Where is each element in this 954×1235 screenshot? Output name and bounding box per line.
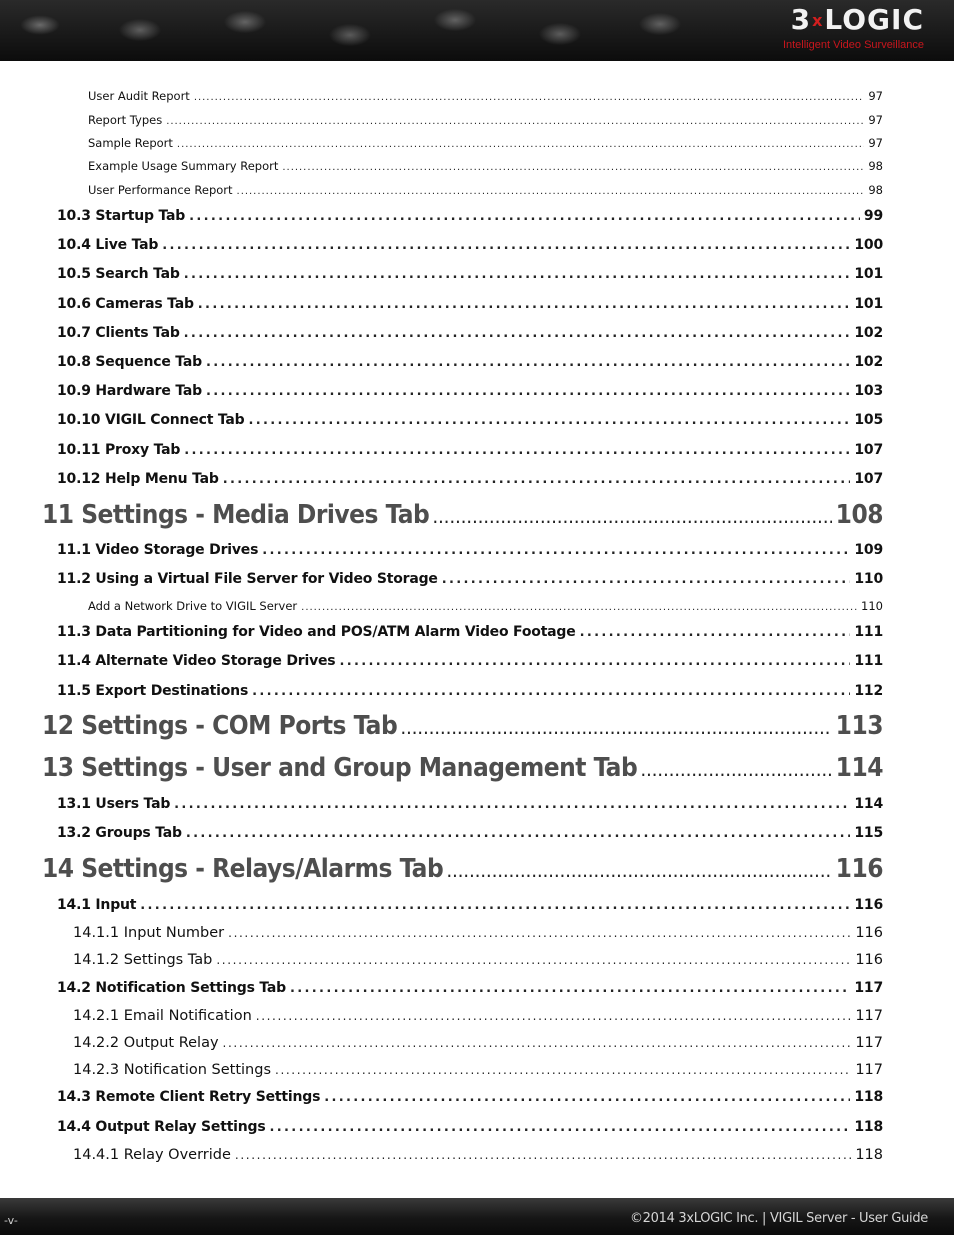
toc-entry-title: User Performance Report xyxy=(88,183,233,197)
toc-entry-page: 101 xyxy=(854,296,883,312)
toc-dot-leader xyxy=(339,654,850,669)
toc-entry-title: 14.1 Input xyxy=(57,897,137,913)
toc-entry-page: 111 xyxy=(854,653,883,669)
toc-dot-leader xyxy=(166,116,864,127)
toc-entry[interactable] xyxy=(57,571,883,587)
toc-entry[interactable] xyxy=(42,854,883,884)
toc-entry-title: 14.2.3 Notification Settings xyxy=(73,1062,272,1078)
toc-dot-leader xyxy=(206,355,850,370)
toc-dot-leader xyxy=(140,898,850,913)
toc-entry-title: 14.4 Output Relay Settings xyxy=(57,1119,266,1135)
toc-entry[interactable] xyxy=(73,1008,883,1024)
logo-wordmark: 3xLOGIC xyxy=(790,3,924,36)
toc-dot-leader xyxy=(223,1036,852,1050)
toc-entry-page: 99 xyxy=(863,208,883,224)
toc-entry-page: 110 xyxy=(854,571,883,587)
toc-entry-title: 10.12 Help Menu Tab xyxy=(57,471,219,487)
toc-dot-leader xyxy=(235,1148,851,1162)
toc-dot-leader xyxy=(252,684,850,699)
toc-entry[interactable] xyxy=(57,354,883,370)
toc-entry-title: 14.3 Remote Client Retry Settings xyxy=(57,1089,321,1105)
toc-entry-page: 111 xyxy=(854,624,883,640)
toc-dot-leader xyxy=(433,512,831,526)
toc-entry-title: Add a Network Drive to VIGIL Server xyxy=(88,599,298,613)
toc-entry-page: 116 xyxy=(855,952,883,968)
toc-dot-leader xyxy=(324,1090,850,1105)
toc-entry-title: 10.9 Hardware Tab xyxy=(57,383,202,399)
toc-entry[interactable] xyxy=(57,296,883,312)
toc-entry-page: 97 xyxy=(868,113,883,127)
toc-dot-leader xyxy=(401,723,831,737)
toc-entry-page: 97 xyxy=(868,136,883,150)
toc-entry-page: 108 xyxy=(835,500,883,530)
toc-entry-page: 102 xyxy=(854,325,883,341)
toc-entry-page: 103 xyxy=(854,383,883,399)
toc-entry-page: 118 xyxy=(854,1089,883,1105)
toc-entry-title: 10.5 Search Tab xyxy=(57,266,180,282)
toc-entry-page: 114 xyxy=(854,796,883,812)
toc-entry-title: 14.4.1 Relay Override xyxy=(73,1147,231,1163)
toc-entry[interactable] xyxy=(73,1147,883,1163)
toc-entry-title: 11.2 Using a Virtual File Server for Video Storage xyxy=(57,571,438,587)
toc-dot-leader xyxy=(301,602,857,613)
toc-entry-title: 10.10 VIGIL Connect Tab xyxy=(57,412,245,428)
page-number: -v- xyxy=(4,1214,18,1227)
toc-dot-leader xyxy=(177,139,864,150)
toc-entry[interactable] xyxy=(42,500,883,530)
toc-entry-page: 118 xyxy=(854,1119,883,1135)
toc-dot-leader xyxy=(194,92,865,103)
toc-entry-page: 113 xyxy=(835,711,883,741)
toc-entry-title: 10.7 Clients Tab xyxy=(57,325,180,341)
toc-dot-leader xyxy=(237,186,865,197)
toc-dot-leader xyxy=(206,384,850,399)
toc-entry-title: 14.2 Notification Settings Tab xyxy=(57,980,286,996)
toc-dot-leader xyxy=(275,1063,851,1077)
toc-entry-title: 14.1.2 Settings Tab xyxy=(73,952,213,968)
toc-entry-title: 10.6 Cameras Tab xyxy=(57,296,194,312)
toc-entry[interactable] xyxy=(88,89,883,103)
toc-dot-leader xyxy=(216,953,851,967)
toc-entry[interactable] xyxy=(57,325,883,341)
toc-entry-page: 102 xyxy=(854,354,883,370)
toc-entry[interactable] xyxy=(73,952,883,968)
toc-entry-page: 117 xyxy=(855,1062,883,1078)
toc-entry-title: 11.3 Data Partitioning for Video and POS/ATM Alarm Video Footage xyxy=(57,624,576,640)
toc-dot-leader xyxy=(198,297,851,312)
toc-entry[interactable] xyxy=(73,1035,883,1051)
footer-copyright: ©2014 3xLOGIC Inc. | VIGIL Server - User Guide xyxy=(629,1211,928,1226)
toc-entry-page: 101 xyxy=(854,266,883,282)
toc-entry[interactable] xyxy=(57,1119,883,1135)
toc-dot-leader xyxy=(249,413,851,428)
toc-dot-leader xyxy=(162,238,850,253)
toc-entry[interactable] xyxy=(57,471,883,487)
toc-entry-title: 13.1 Users Tab xyxy=(57,796,171,812)
toc-entry-title: 11.5 Export Destinations xyxy=(57,683,249,699)
toc-entry-page: 118 xyxy=(855,1147,883,1163)
toc-entry[interactable] xyxy=(57,980,883,996)
toc-entry[interactable] xyxy=(57,542,883,558)
toc-entry-title: 11.4 Alternate Video Storage Drives xyxy=(57,653,336,669)
toc-entry-title: 14.2.1 Email Notification xyxy=(73,1008,252,1024)
toc-entry[interactable] xyxy=(57,897,883,913)
toc-entry-page: 116 xyxy=(855,925,883,941)
toc-dot-leader xyxy=(256,1009,852,1023)
toc-entry-title: 11.1 Video Storage Drives xyxy=(57,542,259,558)
toc-entry-title: User Audit Report xyxy=(88,89,190,103)
toc-dot-leader xyxy=(184,443,850,458)
toc-entry-page: 109 xyxy=(854,542,883,558)
toc-entry-page: 100 xyxy=(854,237,883,253)
toc-entry-title: 13 Settings - User and Group Management Tab xyxy=(42,753,638,783)
toc-entry-title: 12 Settings - COM Ports Tab xyxy=(42,711,398,741)
toc-dot-leader xyxy=(262,543,850,558)
toc-entry-page: 110 xyxy=(861,599,883,613)
toc-entry-title: 10.3 Startup Tab xyxy=(57,208,186,224)
toc-entry-title: Report Types xyxy=(88,113,163,127)
toc-entry-title: 14.2.2 Output Relay xyxy=(73,1035,219,1051)
toc-dot-leader xyxy=(184,326,851,341)
toc-entry[interactable] xyxy=(88,159,883,173)
toc-entry-title: Sample Report xyxy=(88,136,173,150)
toc-entry-title: 10.11 Proxy Tab xyxy=(57,442,181,458)
toc-entry-title: 10.4 Live Tab xyxy=(57,237,159,253)
toc-entry[interactable] xyxy=(42,711,883,741)
toc-entry[interactable] xyxy=(88,599,883,613)
toc-entry-page: 117 xyxy=(854,980,883,996)
toc-entry-page: 105 xyxy=(854,412,883,428)
toc-entry[interactable] xyxy=(57,1089,883,1105)
toc-entry[interactable] xyxy=(57,624,883,640)
toc-entry-page: 116 xyxy=(835,854,883,884)
toc-entry[interactable] xyxy=(57,208,883,224)
page-footer xyxy=(0,1198,954,1235)
toc-dot-leader xyxy=(174,797,850,812)
toc-dot-leader xyxy=(223,472,851,487)
toc-entry-title: 14.1.1 Input Number xyxy=(73,925,225,941)
toc-dot-leader xyxy=(282,162,864,173)
toc-entry-title: 10.8 Sequence Tab xyxy=(57,354,202,370)
toc-entry[interactable] xyxy=(57,683,883,699)
toc-entry[interactable] xyxy=(57,266,883,282)
toc-entry-title: 13.2 Groups Tab xyxy=(57,825,182,841)
toc-dot-leader xyxy=(442,572,851,587)
toc-entry[interactable] xyxy=(57,653,883,669)
toc-entry[interactable] xyxy=(73,925,883,941)
toc-entry-page: 116 xyxy=(854,897,883,913)
toc-dot-leader xyxy=(641,765,831,779)
toc-entry-title: 11 Settings - Media Drives Tab xyxy=(42,500,430,530)
toc-entry[interactable] xyxy=(88,183,883,197)
toc-entry-page: 107 xyxy=(854,471,883,487)
toc-entry-page: 112 xyxy=(854,683,883,699)
toc-entry-page: 115 xyxy=(854,825,883,841)
toc-dot-leader xyxy=(189,209,860,224)
toc-entry-title: 14 Settings - Relays/Alarms Tab xyxy=(42,854,444,884)
toc-entry[interactable] xyxy=(57,825,883,841)
toc-dot-leader xyxy=(228,926,851,940)
toc-entry[interactable] xyxy=(88,136,883,150)
toc-dot-leader xyxy=(447,866,831,880)
toc-entry[interactable] xyxy=(42,753,883,783)
toc-entry-page: 114 xyxy=(835,753,883,783)
toc-dot-leader xyxy=(290,981,850,996)
toc-entry-title: Example Usage Summary Report xyxy=(88,159,279,173)
toc-entry[interactable] xyxy=(73,1062,883,1078)
toc-entry-page: 97 xyxy=(868,89,883,103)
toc-entry-page: 117 xyxy=(855,1008,883,1024)
toc-entry-page: 107 xyxy=(854,442,883,458)
toc-entry[interactable] xyxy=(57,383,883,399)
toc-entry[interactable] xyxy=(57,412,883,428)
toc-dot-leader xyxy=(184,267,851,282)
company-logo xyxy=(764,3,924,55)
toc-entry-page: 98 xyxy=(868,159,883,173)
toc-entry-page: 117 xyxy=(855,1035,883,1051)
toc-entry[interactable] xyxy=(57,442,883,458)
toc-entry[interactable] xyxy=(57,796,883,812)
page-header xyxy=(0,0,954,61)
toc-entry-page: 98 xyxy=(868,183,883,197)
logo-tagline: Intelligent Video Surveillance xyxy=(782,39,924,51)
toc-entry[interactable] xyxy=(88,113,883,127)
toc-entry[interactable] xyxy=(57,237,883,253)
toc-dot-leader xyxy=(270,1120,851,1135)
toc-dot-leader xyxy=(580,625,851,640)
toc-dot-leader xyxy=(186,826,851,841)
